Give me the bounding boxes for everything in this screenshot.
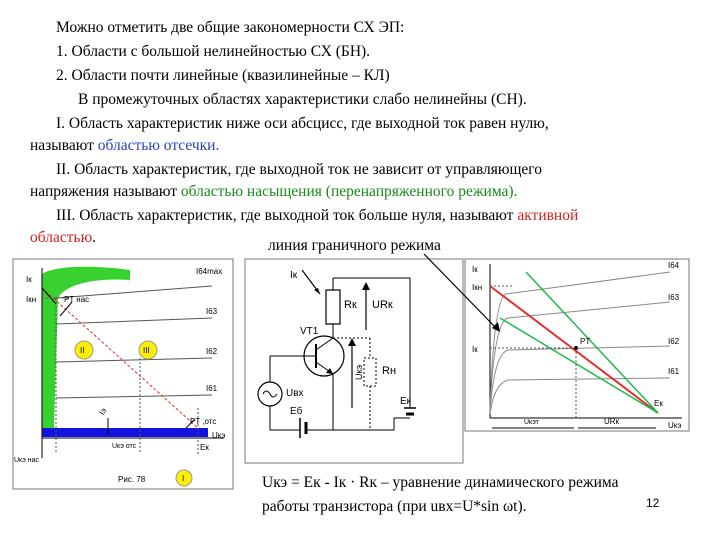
left-i61-label: I61 (206, 384, 218, 393)
region-1-label: I (182, 474, 185, 483)
right-i63-label: I63 (668, 293, 680, 302)
line-10-dot: . (92, 229, 97, 246)
line-5: I. Область характеристик ниже оси абсцисс, где выходной ток равен нулю, (56, 115, 549, 132)
line-6 (30, 137, 219, 155)
line-4: В промежуточных областях характеристики слабо нелинейны (СН). (78, 91, 527, 108)
line-3: 2. Области почти линейные (квазилинейные – КЛ) (56, 67, 390, 84)
left-characteristics-figure (12, 258, 234, 490)
region-2-label: II (80, 346, 85, 355)
circuit-ek-label: Eк (400, 396, 412, 407)
right-ek-label: Eк (654, 399, 663, 408)
operating-point (574, 346, 578, 350)
left-ukenas-label: Uкэ нас (14, 457, 39, 464)
equation-line-1: Uкэ = Eк - Iк · Rк – уравнение динамического режима (262, 474, 619, 491)
left-i63-label: I63 (206, 307, 218, 316)
left-i64max-label: I64max (196, 267, 223, 276)
rk-resistor (326, 290, 340, 324)
circuit-uke-label: Uкэ (354, 364, 364, 380)
circuit-vt1-label: VT1 (300, 326, 319, 337)
left-rtnas-label: PT нас (64, 295, 90, 304)
left-i62-label: I62 (206, 347, 218, 356)
left-ikn-label: Iкн (26, 295, 37, 304)
saturation-term: областью насыщения (перенапряженного режима). (180, 183, 518, 200)
right-load-line-green-1 (526, 272, 658, 413)
line-8-text: напряжения называют (30, 183, 181, 200)
left-ukeots-label: Uкэ отс (112, 443, 137, 450)
left-uke-label: Uкэ (212, 431, 226, 440)
line-6-text: называют (30, 137, 98, 154)
circuit-rn-label: Rн (382, 365, 397, 377)
line-2: 1. Области с большой нелинейностью СХ (БН). (56, 43, 371, 60)
right-urk-label: URк (604, 417, 620, 426)
line-8 (30, 183, 517, 201)
right-i61-label: I61 (668, 367, 680, 376)
left-rtots-label: PT ,отс (190, 417, 217, 426)
line-1: Можно отметить две общие закономерности СХ ЭП: (56, 19, 405, 36)
left-ie-label: Iэ (97, 406, 109, 417)
page-number: 12 (646, 496, 660, 510)
cutoff-term: областью отсечки. (97, 137, 220, 154)
right-load-line-green-2 (500, 318, 658, 413)
right-i62-label: I62 (668, 337, 680, 346)
active-term-2: областью (30, 229, 93, 246)
rn-resistor (364, 358, 376, 386)
line-9 (56, 207, 578, 225)
right-ikn-label: Iкн (472, 283, 483, 292)
equation-line-2: работы транзистора (при uвх=U*sin ωt). (262, 498, 527, 515)
left-fig-caption: Рис. 78 (118, 475, 146, 484)
circuit-ubx-label: Uвх (286, 388, 304, 399)
line-9-text: III. Область характеристик, где выходной ток больше нуля, называют (56, 207, 518, 224)
circuit-urk-label: URк (372, 299, 393, 311)
circuit-rk-label: Rк (344, 299, 357, 311)
region-3-label: III (143, 346, 150, 355)
right-rt-label: PT (580, 337, 591, 346)
boundary-line-caption: линия граничного режима (268, 237, 441, 254)
active-term: активной (517, 207, 579, 224)
right-irt-label: Iк (472, 345, 478, 354)
line-10 (30, 229, 96, 247)
line-7: II. Область характеристик, где выходной ток не зависит от управляющего (56, 161, 542, 178)
cutoff-region (42, 428, 208, 437)
right-uket-label: Uкэт (524, 419, 539, 426)
left-ik-label: Iк (26, 275, 32, 284)
right-ik-label: Iк (472, 265, 478, 274)
left-ek-label: Eк (200, 443, 209, 452)
circuit-eb-label: Eб (290, 406, 303, 417)
circuit-ik-label: Iк (290, 270, 298, 281)
right-uke-label: Uкэ (668, 421, 682, 430)
boundary-pointer-arrow (420, 250, 510, 340)
right-i64-label: I64 (668, 261, 680, 270)
